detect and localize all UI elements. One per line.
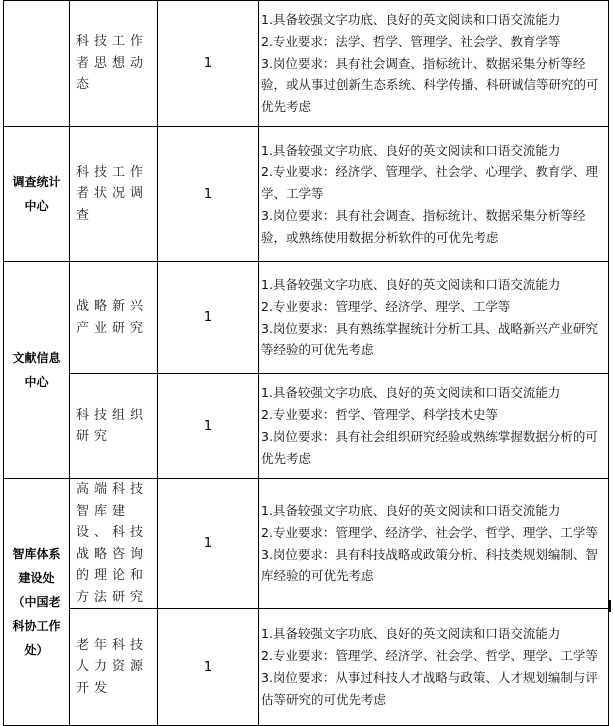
table-row: [4, 262, 609, 374]
department-cell-empty: [4, 1, 70, 127]
requirement-line-2: 2.专业要求：法学、哲学、管理学、社会学、教育学等: [261, 33, 561, 49]
headcount-cell: 1: [158, 374, 259, 479]
requirement-line-2: 2.专业要求：经济学、管理学、社会学、心理学、教育学、理学、工学等: [261, 164, 598, 202]
requirement-line-2: 2.专业要求：管理学、经济学、社会学、哲学、理学、工学等: [261, 524, 598, 540]
headcount-cell: 1: [158, 1, 259, 127]
requirement-line-3: 3.岗位要求：具有科技战略或政策分析、科技类规划编制、智库经验的可优先考虑: [261, 546, 598, 584]
requirement-line-3: 3.岗位要求：具有熟练掌握统计分析工具、战略新兴产业研究等经验的可优先考虑: [261, 320, 598, 358]
position-cell: 科技工作者思想动态: [70, 1, 158, 127]
headcount-cell: 1: [158, 127, 259, 262]
headcount-cell: 1: [158, 262, 259, 374]
position-cell: 老年科技人力资源开发: [70, 609, 158, 726]
requirement-line-1: 1.具备较强文字功底、良好的英文阅读和口语交流能力: [261, 142, 561, 158]
department-cell: [4, 479, 70, 726]
department-cell: [4, 127, 70, 262]
recruitment-table: [3, 0, 609, 726]
requirement-line-1: 1.具备较强文字功底、良好的英文阅读和口语交流能力: [261, 12, 561, 27]
position-cell: 高端科技智库建设、科技战略咨询的理论和方法研究: [70, 479, 158, 609]
requirement-line-1: 1.具备较强文字功底、良好的英文阅读和口语交流能力: [261, 385, 561, 401]
requirement-line-3: 3.岗位要求：具有社会调查、指标统计、数据采集分析等经验，或从事过创新生态系统、科学传播、科研诚信等研究的可优先考虑: [261, 55, 599, 115]
requirement-line-2: 2.专业要求：管理学、经济学、理学、工学等: [261, 298, 511, 314]
requirement-line-3: 3.岗位要求：从事过科技人才战略与政策、人才规划编制与评估等研究的可优先考虑: [261, 670, 598, 707]
requirements-cell: [259, 609, 609, 726]
department-name: 调查统计中心: [12, 175, 61, 213]
requirement-line-1: 1.具备较强文字功底、良好的英文阅读和口语交流能力: [261, 626, 561, 642]
requirements-cell: [259, 374, 609, 479]
department-cell: [4, 262, 70, 479]
requirements-cell: [259, 262, 609, 374]
table-row: [4, 479, 609, 609]
headcount-cell: 1: [158, 479, 259, 609]
requirement-line-3: 3.岗位要求：具有社会组织研究经验或熟练掌握数据分析的可优先考虑: [261, 429, 598, 466]
table-row: [4, 1, 609, 127]
table-row: [4, 374, 609, 479]
department-name: 文献信息中心: [12, 351, 61, 389]
border-tick-mark: [609, 600, 611, 612]
table-row: [4, 609, 609, 726]
requirement-line-2: 2.专业要求：管理学、经济学、社会学、哲学、理学、工学等: [261, 648, 598, 664]
requirement-line-1: 1.具备较强文字功底、良好的英文阅读和口语交流能力: [261, 502, 561, 518]
requirements-cell: [259, 1, 609, 127]
department-name: 智库体系建设处（中国老科协工作处）: [12, 547, 61, 657]
table-row: [4, 127, 609, 262]
requirements-cell: [259, 479, 609, 609]
position-cell: 科技工作者状况调查: [70, 127, 158, 262]
headcount-cell: 1: [158, 609, 259, 726]
position-cell: 科技组织研究: [70, 374, 158, 479]
requirement-line-3: 3.岗位要求：具有社会调查、指标统计、数据采集分析等经验，或熟练使用数据分析软件的可优先考虑: [261, 207, 586, 245]
requirement-line-2: 2.专业要求：哲学、管理学、科学技术史等: [261, 407, 498, 423]
position-cell: 战略新兴产业研究: [70, 262, 158, 374]
requirement-line-1: 1.具备较强文字功底、良好的英文阅读和口语交流能力: [261, 276, 561, 292]
requirements-cell: [259, 127, 609, 262]
